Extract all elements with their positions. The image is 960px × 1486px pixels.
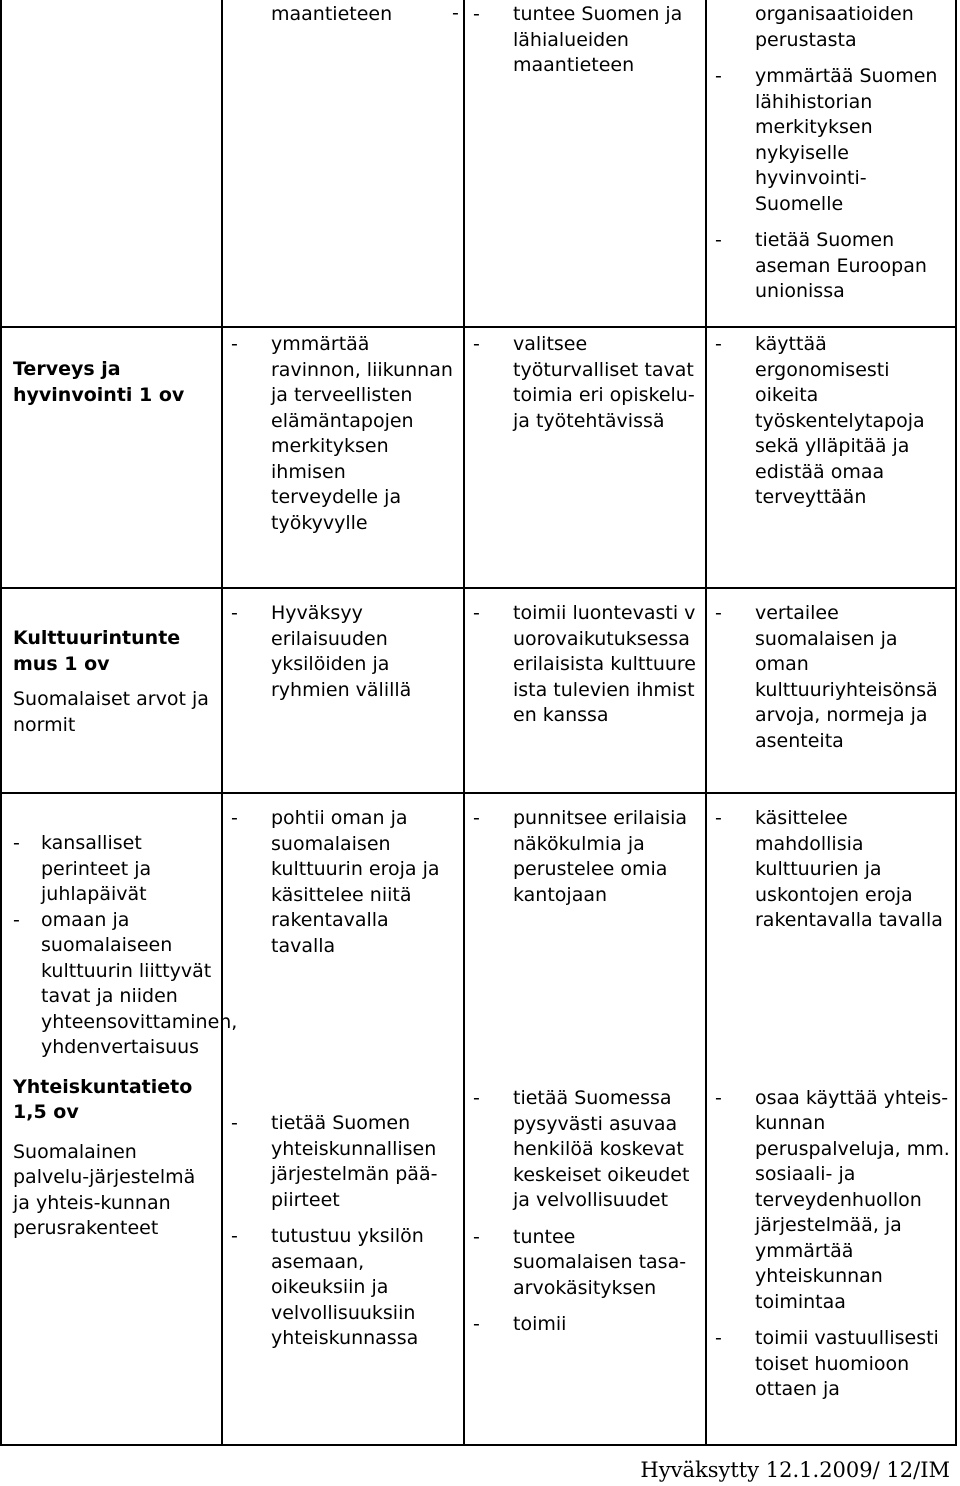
row2-col4	[715, 601, 951, 754]
row-divider	[0, 1444, 957, 1446]
row1-col3	[473, 332, 698, 434]
row-divider	[0, 587, 957, 589]
border-col2	[221, 0, 223, 1446]
border-right	[955, 0, 957, 1446]
section-subtitle: Suomalaiset arvot ja normit	[13, 688, 209, 736]
cell-text: maantieteen	[271, 3, 393, 25]
list-item: - valitsee työturvalliset tavat toimia eri opiskelu- ja työtehtävissä	[473, 332, 698, 434]
list-item: - pohtii oman ja suomalaisen kulttuurin eroja ja käsittelee niitä rakentavalla tavalla	[231, 806, 456, 959]
cell-text: organisaatioiden perustasta	[755, 3, 914, 51]
row1-col4	[715, 332, 951, 511]
section-title: Yhteiskuntatieto	[13, 1075, 193, 1098]
row-divider	[0, 326, 957, 328]
border-col4	[705, 0, 707, 1446]
list-item: - ymmärtää Suomen lähihistorian merkityksen nykyiselle hyvinvointi-Suomelle	[715, 64, 951, 217]
list-item: - tietää Suomen aseman Euroopan unionissa	[715, 228, 951, 305]
row3-col2	[231, 806, 456, 1352]
row2-col3	[473, 601, 698, 729]
row0-col3	[473, 2, 698, 79]
list-item: - käsittelee mahdollisia kulttuurien ja uskontojen eroja rakentavalla tavalla	[715, 806, 951, 934]
list-item: - tuntee Suomen ja lähialueiden maantieteen	[473, 2, 698, 79]
list-item: - tutustuu yksilön asemaan, oikeuksiin ja velvollisuuksiin yhteiskunnassa	[231, 1224, 456, 1352]
list-item: - tuntee suomalaisen tasa-arvokäsityksen	[473, 1225, 698, 1302]
row1-col2	[231, 332, 456, 536]
section-title: Kulttuurintuntemus 1 ov	[13, 627, 181, 675]
section-title-credits: 1,5 ov	[13, 1101, 79, 1123]
list-item: - tietää Suomessa pysyvästi asuvaa henkilöä koskevat keskeiset oikeudet ja velvollisuudet	[473, 1086, 698, 1214]
row0-col4	[715, 2, 951, 305]
list-item: - osaa käyttää yhteis-kunnan peruspalveluja, mm. sosiaali- ja terveydenhuollon järjestelmää, ja ymmärtää yhteiskunnan toimintaa	[715, 1086, 951, 1316]
list-item: - toimii	[473, 1312, 698, 1338]
row1-col1	[13, 357, 213, 408]
row2-col2	[231, 601, 456, 703]
list-item: - kansalliset perinteet ja juhlapäivät	[13, 831, 213, 908]
row3-col1	[13, 831, 238, 1242]
row2-col1	[13, 626, 213, 738]
section-subtitle: Suomalainen palvelu-järjestelmä ja yhteis-kunnan perusrakenteet	[13, 1140, 196, 1239]
border-col3	[463, 0, 465, 1446]
list-item: - toimii vastuullisesti toiset huomioon ottaen ja	[715, 1326, 951, 1403]
list-item: - toimii luontevasti vuorovaikutuksessa erilaisista kulttuureista tulevien ihmisten kanssa	[473, 601, 698, 729]
list-item: - tietää Suomen yhteiskunnallisen järjestelmän pää-piirteet	[231, 1111, 456, 1213]
row3-col3	[473, 806, 698, 1338]
row3-col4	[715, 806, 951, 1403]
list-item: - omaan ja suomalaiseen kulttuurin liittyvät tavat ja niiden yhteensovittaminen, yhdenvertaisuus	[13, 908, 213, 1061]
section-title: Terveys ja hyvinvointi 1 ov	[13, 358, 185, 406]
stray-dash: -	[452, 2, 459, 24]
list-item: - käyttää ergonomisesti oikeita työskentelytapoja sekä ylläpitää ja edistää omaa terveyttään	[715, 332, 951, 511]
row0-col2	[271, 2, 456, 28]
list-item: - vertailee suomalaisen ja oman kulttuuriyhteisönsä arvoja, normeja ja asenteita	[715, 601, 951, 754]
list-item: - Hyväksyy erilaisuuden yksilöiden ja ryhmien välillä	[231, 601, 456, 703]
row-divider	[0, 792, 957, 794]
approval-footer: Hyväksytty 12.1.2009/ 12/IM	[640, 1458, 950, 1482]
list-item: - ymmärtää ravinnon, liikunnan ja terveellisten elämäntapojen merkityksen ihmisen terveydelle ja työkyvylle	[231, 332, 456, 536]
list-item: - punnitsee erilaisia näkökulmia ja perustelee omia kantojaan	[473, 806, 698, 908]
border-left	[0, 0, 2, 1446]
